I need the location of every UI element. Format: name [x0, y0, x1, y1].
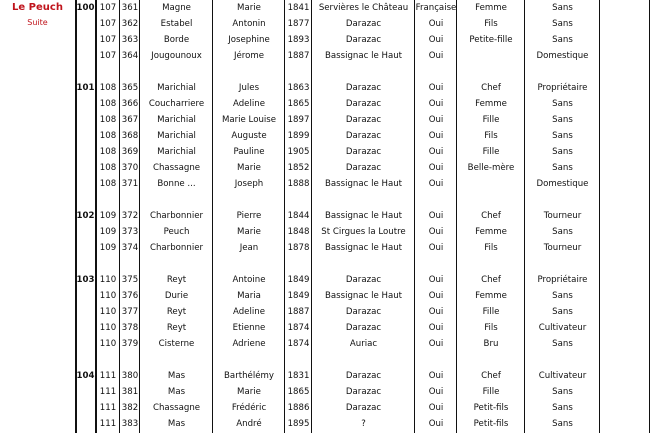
dwelling-number-cell: 109 [99, 211, 117, 221]
person-number-cell: 380 [121, 371, 139, 381]
household-number-cell [75, 240, 96, 256]
surname-cell: Chassagne [152, 163, 201, 173]
birth-year-cell: 1865 [287, 387, 310, 397]
first-name-cell: Frédéric [231, 403, 267, 413]
dwelling-number-cell: 110 [99, 307, 117, 317]
person-number-cell: 371 [121, 179, 139, 189]
nationality-cell: Oui [428, 83, 444, 93]
person-number-cell: 376 [121, 291, 139, 301]
table-row [75, 272, 650, 288]
person-number-cell: 363 [121, 35, 139, 45]
occupation-cell: Sans [552, 403, 573, 413]
occupation-cell: Sans [552, 131, 573, 141]
person-number-cell: 370 [121, 163, 139, 173]
dwelling-number-cell: 108 [99, 131, 117, 141]
dwelling-number-cell: 110 [99, 291, 117, 301]
household-number-cell: 103 [76, 275, 95, 285]
birthplace-cell: Auriac [349, 339, 378, 349]
nationality-cell: Oui [428, 419, 444, 429]
dwelling-number-cell: 111 [99, 403, 117, 413]
dwelling-number-cell: 108 [99, 99, 117, 109]
nationality-cell: Oui [428, 115, 444, 125]
household-number-cell: 104 [76, 371, 95, 381]
relationship-cell: Chef [481, 211, 501, 221]
table-row [75, 16, 650, 32]
table-row [75, 128, 650, 144]
occupation-cell: Sans [552, 387, 573, 397]
table-row [75, 32, 650, 48]
relationship-cell: Belle-mère [467, 163, 515, 173]
first-name-cell: Barthélémy [224, 371, 274, 381]
relationship-cell: Petite-fille [469, 35, 513, 45]
relationship-cell: Bru [483, 339, 499, 349]
person-number-cell: 374 [121, 243, 139, 253]
first-name-cell: Etienne [232, 323, 266, 333]
person-number-cell: 361 [121, 3, 139, 13]
household-number-cell [75, 288, 96, 304]
first-name-cell: Marie [237, 163, 261, 173]
dwelling-number-cell: 111 [99, 371, 117, 381]
occupation-cell: Sans [552, 35, 573, 45]
birthplace-cell: Darazac [345, 83, 382, 93]
place-title: Le Peuch [12, 2, 63, 13]
surname-cell: Marichial [157, 115, 196, 125]
dwelling-number-cell: 110 [99, 323, 117, 333]
household-number-cell [75, 48, 96, 64]
occupation-cell: Sans [552, 115, 573, 125]
person-number-cell: 378 [121, 323, 139, 333]
dwelling-number-cell: 110 [99, 339, 117, 349]
dwelling-number-cell: 108 [99, 163, 117, 173]
nationality-cell: Oui [428, 163, 444, 173]
first-name-cell: Jules [238, 83, 260, 93]
table-row [75, 336, 650, 352]
nationality-cell: Oui [428, 51, 444, 61]
relationship-cell: Fille [482, 147, 500, 157]
relationship-cell: Fille [482, 387, 500, 397]
birth-year-cell: 1886 [287, 403, 310, 413]
surname-cell: Reyt [166, 275, 187, 285]
occupation-cell: Sans [552, 291, 573, 301]
birth-year-cell: 1874 [287, 339, 310, 349]
nationality-cell: Oui [428, 211, 444, 221]
nationality-cell: Oui [428, 227, 444, 237]
household-number-cell [75, 224, 96, 240]
occupation-cell: Propriétaire [537, 275, 588, 285]
first-name-cell: Marie [237, 3, 261, 13]
first-name-cell: Auguste [231, 131, 267, 141]
relationship-cell: Femme [475, 3, 507, 13]
person-number-cell: 377 [121, 307, 139, 317]
surname-cell: Borde [163, 35, 190, 45]
place-subtitle: Suite [27, 18, 48, 27]
person-number-cell: 366 [121, 99, 139, 109]
nationality-cell: Oui [428, 35, 444, 45]
household-number-cell: 100 [76, 3, 95, 13]
surname-cell: Peuch [163, 227, 190, 237]
occupation-cell: Sans [552, 307, 573, 317]
birthplace-cell: Darazac [345, 147, 382, 157]
nationality-cell: Oui [428, 387, 444, 397]
occupation-cell: Sans [552, 3, 573, 13]
dwelling-number-cell: 107 [99, 51, 117, 61]
birth-year-cell: 1841 [287, 3, 310, 13]
table-row [75, 400, 650, 416]
dwelling-number-cell: 111 [99, 387, 117, 397]
first-name-cell: Pierre [236, 211, 262, 221]
occupation-cell: Sans [552, 419, 573, 429]
relationship-cell [457, 176, 525, 192]
birthplace-cell: Darazac [345, 131, 382, 141]
household-number-cell [75, 416, 96, 432]
dwelling-number-cell: 108 [99, 179, 117, 189]
table-row [75, 224, 650, 240]
surname-cell: Durie [164, 291, 189, 301]
surname-cell: Mas [167, 371, 186, 381]
nationality-cell: Oui [428, 371, 444, 381]
dwelling-number-cell: 111 [99, 419, 117, 429]
occupation-cell: Domestique [536, 51, 589, 61]
surname-cell: Jougounoux [151, 51, 202, 61]
birth-year-cell: 1897 [287, 115, 310, 125]
table-row [75, 208, 650, 224]
person-number-cell: 364 [121, 51, 139, 61]
person-number-cell: 381 [121, 387, 139, 397]
household-number-cell [75, 384, 96, 400]
surname-cell: Charbonnier [149, 211, 204, 221]
surname-cell: Magne [162, 3, 191, 13]
occupation-cell: Sans [552, 227, 573, 237]
birth-year-cell: 1895 [287, 419, 310, 429]
table-row [75, 80, 650, 96]
household-number-cell: 102 [76, 211, 95, 221]
nationality-cell: Oui [428, 147, 444, 157]
table-row [75, 48, 650, 64]
relationship-cell: Fils [484, 243, 498, 253]
birthplace-cell: Darazac [345, 275, 382, 285]
birthplace-cell: Darazac [345, 323, 382, 333]
person-number-cell: 367 [121, 115, 139, 125]
nationality-cell: Oui [428, 179, 444, 189]
nationality-cell: Oui [428, 243, 444, 253]
dwelling-number-cell: 108 [99, 147, 117, 157]
person-number-cell: 382 [121, 403, 139, 413]
birth-year-cell: 1852 [287, 163, 310, 173]
relationship-cell: Chef [481, 371, 501, 381]
table-row [75, 240, 650, 256]
household-number-cell [75, 16, 96, 32]
first-name-cell: Marie [237, 387, 261, 397]
nationality-cell: Oui [428, 275, 444, 285]
household-number-cell [75, 144, 96, 160]
first-name-cell: Marie Louise [221, 115, 277, 125]
surname-cell: Mas [167, 387, 186, 397]
birthplace-cell: Darazac [345, 371, 382, 381]
household-number-cell [75, 400, 96, 416]
person-number-cell: 372 [121, 211, 139, 221]
household-number-cell [75, 128, 96, 144]
household-number-cell [75, 320, 96, 336]
relationship-cell: Chef [481, 275, 501, 285]
relationship-cell: Femme [475, 227, 507, 237]
birth-year-cell: 1849 [287, 275, 310, 285]
table-row [75, 416, 650, 432]
nationality-cell: Oui [428, 131, 444, 141]
birthplace-cell: ? [361, 419, 366, 429]
household-number-cell [75, 32, 96, 48]
household-number-cell [75, 176, 96, 192]
birthplace-cell: Bassignac le Haut [324, 179, 403, 189]
birthplace-cell: Darazac [345, 403, 382, 413]
dwelling-number-cell: 110 [99, 275, 117, 285]
surname-cell: Bonne ... [157, 179, 196, 189]
surname-cell: Marichial [157, 131, 196, 141]
birth-year-cell: 1878 [287, 243, 310, 253]
birthplace-cell: Darazac [345, 163, 382, 173]
table-row [75, 160, 650, 176]
relationship-cell: Chef [481, 83, 501, 93]
birth-year-cell: 1865 [287, 99, 310, 109]
occupation-cell: Cultivateur [538, 371, 587, 381]
nationality-cell: Oui [428, 403, 444, 413]
table-row [75, 112, 650, 128]
surname-cell: Reyt [166, 307, 187, 317]
dwelling-number-cell: 109 [99, 243, 117, 253]
dwelling-number-cell: 108 [99, 115, 117, 125]
person-number-cell: 362 [121, 19, 139, 29]
surname-cell: Coucharriere [148, 99, 205, 109]
birth-year-cell: 1863 [287, 83, 310, 93]
nationality-cell: Oui [428, 291, 444, 301]
birthplace-cell: Bassignac le Haut [324, 51, 403, 61]
birthplace-cell: Darazac [345, 115, 382, 125]
person-number-cell: 365 [121, 83, 139, 93]
birth-year-cell: 1849 [287, 291, 310, 301]
person-number-cell: 369 [121, 147, 139, 157]
place-header [0, 0, 75, 433]
first-name-cell: Adeline [233, 307, 265, 317]
first-name-cell: Jérome [233, 51, 265, 61]
surname-cell: Marichial [157, 83, 196, 93]
household-number-cell [75, 336, 96, 352]
relationship-cell: Fils [484, 323, 498, 333]
table-row [75, 176, 650, 192]
occupation-cell: Sans [552, 19, 573, 29]
birth-year-cell: 1887 [287, 51, 310, 61]
relationship-cell: Fils [484, 131, 498, 141]
nationality-cell: Oui [428, 339, 444, 349]
first-name-cell: Adriene [232, 339, 266, 349]
birthplace-cell: Darazac [345, 35, 382, 45]
first-name-cell: Antoine [232, 275, 266, 285]
birthplace-cell: Bassignac le Haut [324, 243, 403, 253]
nationality-cell: Oui [428, 99, 444, 109]
birthplace-cell: Servières le Château [318, 3, 409, 13]
occupation-cell: Cultivateur [538, 323, 587, 333]
relationship-cell [457, 48, 525, 64]
occupation-cell: Domestique [536, 179, 589, 189]
surname-cell: Chassagne [152, 403, 201, 413]
birthplace-cell: Darazac [345, 19, 382, 29]
birth-year-cell: 1848 [287, 227, 310, 237]
surname-cell: Reyt [166, 323, 187, 333]
household-number-cell [75, 304, 96, 320]
table-row [75, 288, 650, 304]
table-row [75, 320, 650, 336]
birthplace-cell: Bassignac le Haut [324, 291, 403, 301]
birthplace-cell: Darazac [345, 99, 382, 109]
household-number-cell [75, 112, 96, 128]
person-number-cell: 368 [121, 131, 139, 141]
birth-year-cell: 1887 [287, 307, 310, 317]
birth-year-cell: 1831 [287, 371, 310, 381]
first-name-cell: Adeline [233, 99, 265, 109]
person-number-cell: 375 [121, 275, 139, 285]
birth-year-cell: 1893 [287, 35, 310, 45]
table-row [75, 304, 650, 320]
occupation-cell: Sans [552, 147, 573, 157]
dwelling-number-cell: 107 [99, 3, 117, 13]
relationship-cell: Femme [475, 99, 507, 109]
surname-cell: Cisterne [158, 339, 195, 349]
surname-cell: Estabel [160, 19, 193, 29]
nationality-cell: Oui [428, 323, 444, 333]
birth-year-cell: 1905 [287, 147, 310, 157]
first-name-cell: Marie [237, 227, 261, 237]
relationship-cell: Petit-fils [473, 403, 509, 413]
surname-cell: Charbonnier [149, 243, 204, 253]
relationship-cell: Fils [484, 19, 498, 29]
relationship-cell: Fille [482, 115, 500, 125]
birth-year-cell: 1899 [287, 131, 310, 141]
table-row [75, 96, 650, 112]
dwelling-number-cell: 107 [99, 19, 117, 29]
first-name-cell: Josephine [228, 35, 270, 45]
table-row [75, 368, 650, 384]
person-number-cell: 373 [121, 227, 139, 237]
person-number-cell: 383 [121, 419, 139, 429]
table-row [75, 0, 650, 16]
surname-cell: Mas [167, 419, 186, 429]
person-number-cell: 379 [121, 339, 139, 349]
occupation-cell: Propriétaire [537, 83, 588, 93]
birthplace-cell: St Cirgues la Loutre [321, 227, 406, 237]
surname-cell: Marichial [157, 147, 196, 157]
occupation-cell: Tourneur [543, 243, 582, 253]
occupation-cell: Tourneur [543, 211, 582, 221]
dwelling-number-cell: 109 [99, 227, 117, 237]
census-table [75, 0, 650, 433]
nationality-cell: Française [415, 3, 457, 13]
household-number-cell: 101 [76, 83, 95, 93]
first-name-cell: Jean [239, 243, 259, 253]
nationality-cell: Oui [428, 307, 444, 317]
birthplace-cell: Darazac [345, 307, 382, 317]
household-number-cell [75, 96, 96, 112]
first-name-cell: Joseph [234, 179, 264, 189]
relationship-cell: Petit-fils [473, 419, 509, 429]
occupation-cell: Sans [552, 339, 573, 349]
table-row [75, 144, 650, 160]
nationality-cell: Oui [428, 19, 444, 29]
dwelling-number-cell: 108 [99, 83, 117, 93]
birth-year-cell: 1877 [287, 19, 310, 29]
birth-year-cell: 1888 [287, 179, 310, 189]
occupation-cell: Sans [552, 163, 573, 173]
relationship-cell: Femme [475, 291, 507, 301]
birth-year-cell: 1874 [287, 323, 310, 333]
occupation-cell: Sans [552, 99, 573, 109]
first-name-cell: Antonin [232, 19, 266, 29]
household-number-cell [75, 160, 96, 176]
table-row [75, 384, 650, 400]
dwelling-number-cell: 107 [99, 35, 117, 45]
birth-year-cell: 1844 [287, 211, 310, 221]
birthplace-cell: Darazac [345, 387, 382, 397]
first-name-cell: Maria [237, 291, 261, 301]
first-name-cell: Pauline [233, 147, 265, 157]
birthplace-cell: Bassignac le Haut [324, 211, 403, 221]
relationship-cell: Fille [482, 307, 500, 317]
first-name-cell: André [236, 419, 262, 429]
